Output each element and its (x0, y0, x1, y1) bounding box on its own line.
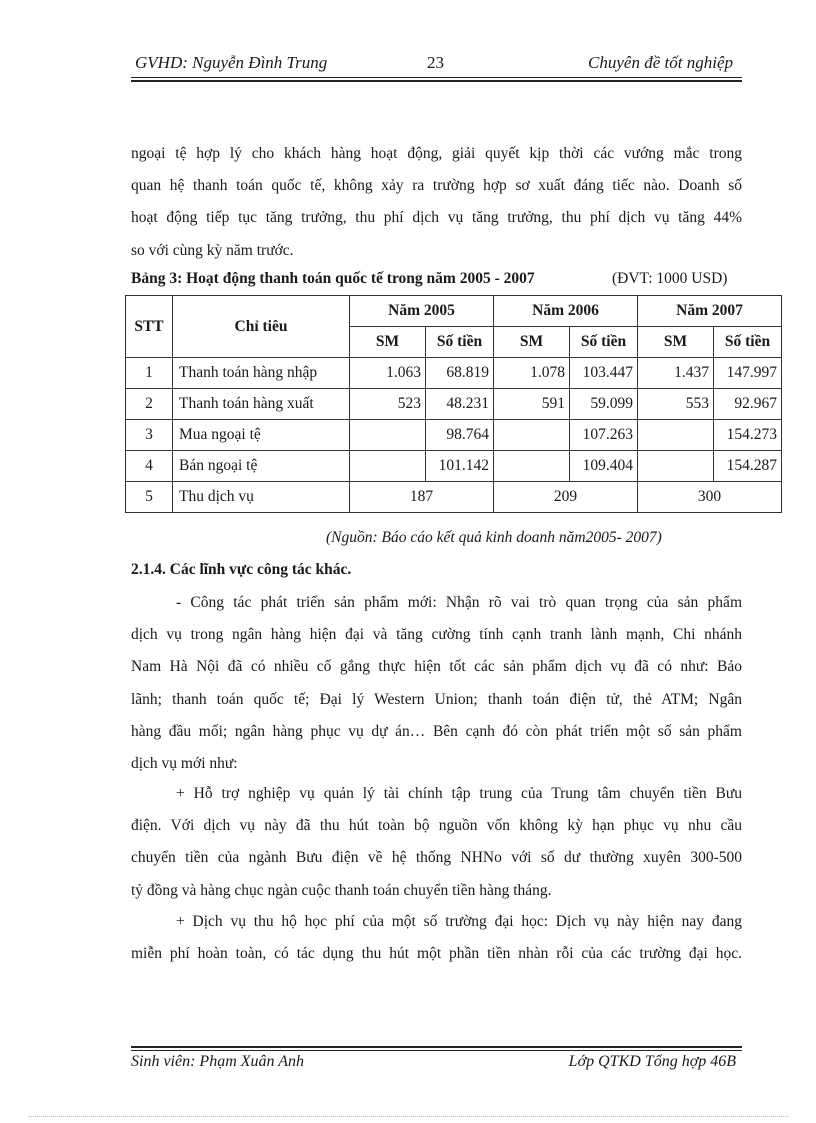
sub-sotien: Số tiền (570, 327, 638, 358)
text-line: lãnh; thanh toán quốc tế; Đại lý Western Union; thanh toán điện tử, thẻ ATM; Ngân (131, 690, 742, 708)
cell-amount: 107.263 (570, 420, 638, 451)
cell-amount: 59.099 (570, 389, 638, 420)
cell-amount: 147.997 (714, 358, 782, 389)
section-title: 2.1.4. Các lĩnh vực công tác khác. (131, 561, 352, 578)
cell-sm: 553 (638, 389, 714, 420)
table-row (126, 420, 782, 451)
cell-amount: 101.142 (426, 451, 494, 482)
cell-amount: 68.819 (426, 358, 494, 389)
year-header: Năm 2007 (638, 296, 782, 327)
text-line: hoạt động tiếp tục tăng trưởng, thu phí dịch vụ tăng trưởng, thu phí dịch vụ tăng 44% (131, 209, 742, 227)
paragraph-new-products (131, 587, 742, 780)
text-line: + Dịch vụ thu hộ học phí của một số trường đại học: Dịch vụ này hiện nay đang (176, 913, 742, 930)
table-row (126, 389, 782, 420)
cell-name: Thanh toán hàng nhập (173, 358, 350, 389)
paragraph-postal-transfer (131, 778, 742, 907)
text-line: ngoại tệ hợp lý cho khách hàng hoạt động, giải quyết kịp thời các vướng mắc trong (131, 145, 742, 162)
paragraph-tuition-collection (131, 906, 742, 970)
cell-amount: 92.967 (714, 389, 782, 420)
cell-stt: 3 (126, 420, 173, 451)
sub-sm: SM (350, 327, 426, 358)
table-row (126, 358, 782, 389)
cell-sm (494, 451, 570, 482)
footer-student: Sinh viên: Phạm Xuân Anh (131, 1053, 305, 1070)
cell-sm: 523 (350, 389, 426, 420)
text-line: dịch vụ trong ngân hàng hiện đại và tăng cường tính cạnh tranh lành mạnh, Chi nhánh (131, 626, 742, 644)
cell-name: Mua ngoại tệ (173, 420, 350, 451)
text-line: hàng đầu mối; ngân hàng phục vụ dự án… Bên cạnh đó còn phát triển một số sản phẩm (131, 722, 742, 740)
cell-amount: 98.764 (426, 420, 494, 451)
col-stt-header: STT (126, 296, 173, 358)
cell-sm (638, 420, 714, 451)
cell-sm (638, 451, 714, 482)
cell-stt: 2 (126, 389, 173, 420)
cell-sm (350, 420, 426, 451)
header-doc-type: Chuyên đề tốt nghiệp (588, 53, 733, 72)
sub-sm: SM (494, 327, 570, 358)
year-header: Năm 2006 (494, 296, 638, 327)
cell-amount: 48.231 (426, 389, 494, 420)
text-line: miễn phí hoàn toàn, có tác dụng thu hút một phần tiền nhàn rỗi của các trường đại học. (131, 945, 742, 963)
table-row (126, 482, 782, 513)
cell-sm: 1.078 (494, 358, 570, 389)
cell-name: Thu dịch vụ (173, 482, 350, 513)
cell-amount: 109.404 (570, 451, 638, 482)
text-line: Nam Hà Nội đã có nhiều cố gắng thực hiện tốt các sản phẩm dịch vụ đã có như: Bảo (131, 658, 742, 676)
sub-sm: SM (638, 327, 714, 358)
cell-amount: 154.287 (714, 451, 782, 482)
cell-name: Thanh toán hàng xuất (173, 389, 350, 420)
table-unit: (ĐVT: 1000 USD) (612, 270, 728, 287)
cell-service-fee: 300 (638, 482, 782, 513)
footer-rule-thick (131, 1046, 742, 1048)
cell-sm: 1.437 (638, 358, 714, 389)
footer-rule-thin (131, 1050, 742, 1051)
cell-service-fee: 209 (494, 482, 638, 513)
table-source: (Nguồn: Báo cáo kết quả kinh doanh năm2005- 2007) (326, 529, 662, 546)
header-rule-thin (131, 77, 742, 78)
year-header: Năm 2005 (350, 296, 494, 327)
intro-paragraph (131, 138, 742, 267)
cell-name: Bán ngoại tệ (173, 451, 350, 482)
footer-class: Lớp QTKD Tổng hợp 46B (568, 1053, 736, 1070)
cell-stt: 5 (126, 482, 173, 513)
cell-service-fee: 187 (350, 482, 494, 513)
text-line: so với cùng kỳ năm trước. (131, 241, 294, 259)
cell-sm: 1.063 (350, 358, 426, 389)
text-line: + Hỗ trợ nghiệp vụ quản lý tài chính tập trung của Trung tâm chuyển tiền Bưu (176, 785, 742, 802)
page-bottom-dotted-line (28, 1116, 788, 1117)
cell-stt: 4 (126, 451, 173, 482)
text-line: điện. Với dịch vụ này đã thu hút toàn bộ nguồn vốn không kỳ hạn phục vụ nhu cầu (131, 817, 742, 835)
cell-amount: 103.447 (570, 358, 638, 389)
text-line: chuyển tiền của ngành Bưu điện về hệ thống NHNo với số dư thường xuyên 300-500 (131, 849, 742, 867)
text-line: tỷ đồng và hàng chục ngàn cuộc thanh toán chuyển tiền hàng tháng. (131, 881, 552, 899)
sub-sotien: Số tiền (426, 327, 494, 358)
table-header-row (126, 296, 782, 327)
cell-stt: 1 (126, 358, 173, 389)
cell-sm: 591 (494, 389, 570, 420)
sub-sotien: Số tiền (714, 327, 782, 358)
header-rule-thick (131, 80, 742, 82)
text-line: - Công tác phát triển sản phẩm mới: Nhận rõ vai trò quan trọng của sản phẩm (176, 594, 742, 611)
payments-table (125, 295, 782, 513)
cell-sm (494, 420, 570, 451)
page-number: 23 (427, 53, 444, 72)
table-row (126, 451, 782, 482)
text-line: dịch vụ mới như: (131, 755, 238, 773)
col-chitieu-header: Chỉ tiêu (173, 296, 350, 358)
cell-sm (350, 451, 426, 482)
text-line: quan hệ thanh toán quốc tế, không xảy ra trường hợp sơ xuất đáng tiếc nào. Doanh số (131, 177, 742, 195)
cell-amount: 154.273 (714, 420, 782, 451)
header-advisor: GVHD: Nguyễn Đình Trung (135, 53, 328, 72)
table-caption: Bảng 3: Hoạt động thanh toán quốc tế trong năm 2005 - 2007 (131, 270, 535, 287)
